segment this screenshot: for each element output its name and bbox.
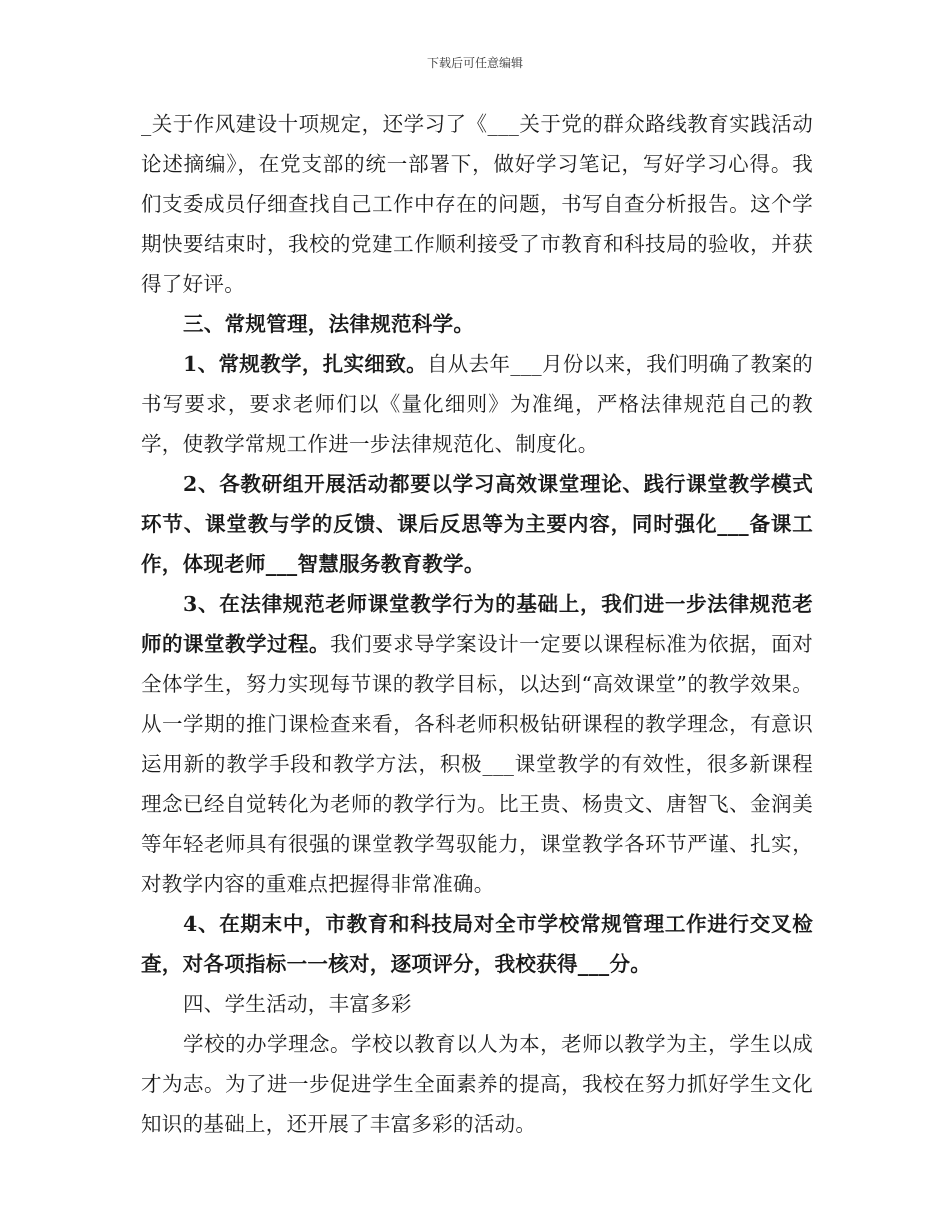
item-title-routine-teaching: 1、常规教学，扎实细致。: [183, 352, 427, 376]
section-heading-student-activities: 四、学生活动，丰富多彩: [183, 992, 412, 1016]
paragraph-party-study: _关于作风建设十项规定，还学习了《___关于党的群众路线教育实践活动论述摘编》，在党支部的统一部署下，做好学习笔记，写好学习心得。我们支委成员仔细查找自己工作中存在的问题，书写自查分析报告。这个学期快要结束时，我校的党建工作顺利接受了市教育和科技局的验收，并获得了好评。: [141, 112, 813, 296]
document-body: [141, 104, 813, 1144]
page-header: 下载后可任意编辑: [426, 56, 523, 70]
paragraph-routine-teaching: [141, 344, 813, 464]
paragraph-classroom-process: [141, 584, 813, 904]
paragraph-final-inspection: 4、在期末中，市教育和科技局对全市学校常规管理工作进行交叉检查，对各项指标一一核对，逐项评分，我校获得___分。: [141, 912, 813, 976]
item-body-routine-teaching: 自从去年___月份以来，我们明确了教案的书写要求，要求老师们以《量化细则》为准绳，严格法律规范自己的教学，使教学常规工作进一步法律规范化、制度化。: [141, 352, 813, 456]
paragraph-research-groups: 2、各教研组开展活动都要以学习高效课堂理论、践行课堂教学模式环节、课堂教与学的反馈、课后反思等为主要内容，同时强化___备课工作，体现老师___智慧服务教育教学。: [141, 472, 813, 576]
paragraph-school-philosophy: 学校的办学理念。学校以教育以人为本，老师以教学为主，学生以成才为志。为了进一步促进学生全面素养的提高，我校在努力抓好学生文化知识的基础上，还开展了丰富多彩的活动。: [141, 1032, 813, 1136]
item-body-classroom-process: 我们要求导学案设计一定要以课程标准为依据，面对全体学生，努力实现每节课的教学目标，以达到“高效课堂”的教学效果。从一学期的推门课检查来看，各科老师积极钻研课程的教学理念，有意识运用新的教学手段和教学方法，积极___课堂教学的有效性，很多新课程理念已经自觉转化为老师的教学行为。比王贵、杨贵文、唐智飞、金润美等年轻老师具有很强的课堂教学驾驭能力，课堂教学各环节严谨、扎实，对教学内容的重难点把握得非常准确。: [141, 632, 813, 896]
item-title-classroom-process: 3、在法律规范老师课堂教学行为的基础上，我们进一步法律规范老师的课堂教学过程。: [141, 592, 813, 656]
section-heading-routine-management: 三、常规管理，法律规范科学。: [183, 312, 475, 336]
